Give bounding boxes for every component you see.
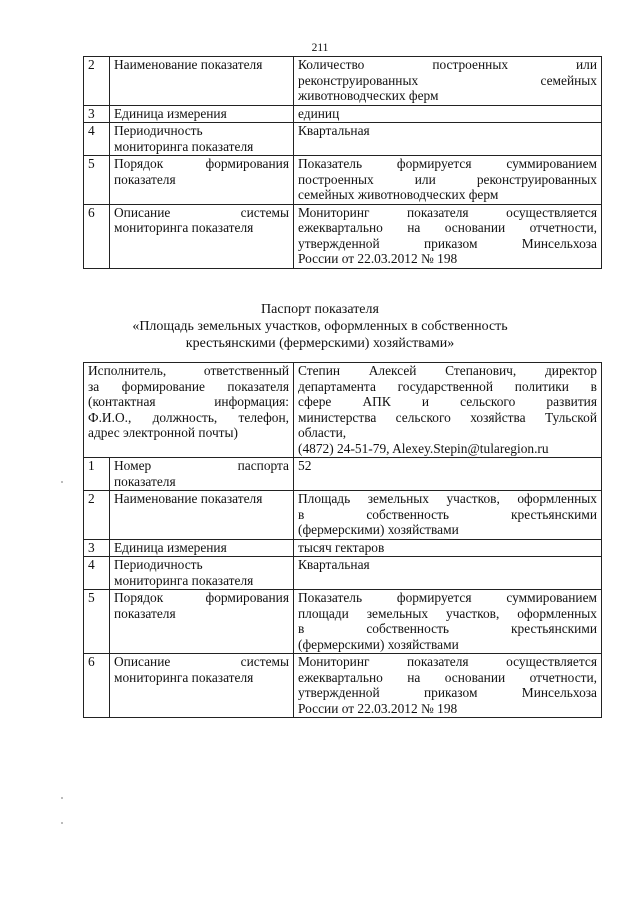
cell-line: Исполнитель, ответственный — [88, 363, 289, 378]
cell-line: Мониторинг показателя осуществляется — [298, 654, 597, 669]
cell-line: площади земельных участков, оформленных — [298, 605, 597, 621]
row-number: 2 — [84, 491, 110, 540]
cell-line: утвержденной приказом Минсельхоза — [298, 235, 597, 251]
cell-line: сфере АПК и сельского развития — [298, 394, 597, 409]
table-bottom-body — [84, 363, 602, 718]
cell-line: Степин Алексей Степанович, директор — [298, 363, 597, 378]
cell-line: области, — [298, 425, 347, 440]
row-label — [110, 557, 294, 590]
row-number: 3 — [84, 539, 110, 557]
scan-speck — [61, 822, 63, 824]
table-row — [84, 491, 602, 540]
cell-line: Квартальная — [298, 123, 370, 138]
cell-line: построенных или реконструированных — [298, 171, 597, 187]
cell-line: Единица измерения — [114, 539, 227, 555]
executor-label — [84, 363, 294, 458]
row-number: 5 — [84, 156, 110, 205]
table-row — [84, 57, 602, 106]
row-number: 3 — [84, 105, 110, 123]
row-value — [294, 539, 602, 557]
row-value — [294, 458, 602, 491]
cell-line: Номер паспорта — [114, 458, 289, 473]
row-label — [110, 654, 294, 718]
cell-line: тысяч гектаров — [298, 539, 385, 555]
row-value — [294, 204, 602, 268]
cell-line: утвержденной приказом Минсельхоза — [298, 685, 597, 700]
executor-row — [84, 363, 602, 458]
row-number: 5 — [84, 590, 110, 654]
row-number: 6 — [84, 204, 110, 268]
cell-line: ежеквартально на основании отчетности, — [298, 669, 597, 685]
cell-line: реконструированных семейных — [298, 72, 597, 88]
cell-line: мониторинга показателя — [114, 220, 254, 235]
cell-line: России от 22.03.2012 № 198 — [298, 251, 458, 266]
row-number: 1 — [84, 458, 110, 491]
table-row — [84, 156, 602, 205]
row-label — [110, 458, 294, 491]
cell-line: Описание системы — [114, 204, 289, 220]
cell-line: Порядок формирования — [114, 590, 289, 605]
executor-value — [294, 363, 602, 458]
row-number: 4 — [84, 557, 110, 590]
cell-line: Показатель формируется суммированием — [298, 590, 597, 605]
cell-line: Количество построенных или — [298, 57, 597, 72]
row-label — [110, 123, 294, 156]
passport-heading — [0, 301, 640, 352]
row-label — [110, 539, 294, 557]
cell-line: Периодичность — [114, 557, 203, 572]
cell-line: Порядок формирования — [114, 156, 289, 171]
cell-line: Мониторинг показателя осуществляется — [298, 204, 597, 220]
row-value — [294, 654, 602, 718]
cell-line: Единица измерения — [114, 105, 227, 121]
row-label — [110, 204, 294, 268]
cell-line: показателя — [114, 605, 176, 621]
cell-line: Ф.И.О., должность, телефон, — [88, 409, 289, 425]
cell-line: Описание системы — [114, 654, 289, 669]
row-label — [110, 105, 294, 123]
cell-line: 52 — [298, 458, 312, 473]
cell-line: в собственность крестьянскими — [298, 621, 597, 636]
table-row — [84, 654, 602, 718]
row-value — [294, 557, 602, 590]
row-value — [294, 590, 602, 654]
row-label — [110, 57, 294, 106]
cell-line: Наименование показателя — [114, 491, 263, 506]
cell-line: Площадь земельных участков, оформленных — [298, 491, 597, 506]
table-row — [84, 557, 602, 590]
row-number: 2 — [84, 57, 110, 106]
table-row — [84, 539, 602, 557]
cell-line: семейных животноводческих ферм — [298, 187, 499, 202]
passport-table — [83, 362, 602, 718]
row-value — [294, 57, 602, 106]
cell-line: адрес электронной почты) — [88, 425, 238, 440]
table-row — [84, 458, 602, 491]
table-row — [84, 105, 602, 123]
cell-line: министерства сельского хозяйства Тульской — [298, 409, 597, 425]
cell-line: (4872) 24-51-79, Alexey.Stepin@tularegion.ru — [298, 440, 549, 456]
passport-subtitle-line-2: крестьянскими (фермерскими) хозяйствами» — [185, 336, 455, 351]
cell-line: ежеквартально на основании отчетности, — [298, 220, 597, 235]
row-label — [110, 491, 294, 540]
scan-speck — [61, 797, 63, 799]
cell-line: единиц — [298, 105, 340, 121]
cell-line: за формирование показателя — [88, 378, 289, 394]
row-label — [110, 590, 294, 654]
cell-line: показателя — [114, 473, 176, 489]
row-value — [294, 123, 602, 156]
cell-line: в собственность крестьянскими — [298, 506, 597, 522]
cell-line: (фермерскими) хозяйствами — [298, 636, 459, 652]
cell-line: мониторинга показателя — [114, 138, 254, 154]
passport-title: Паспорт показателя — [261, 302, 379, 317]
row-value — [294, 105, 602, 123]
table-row — [84, 590, 602, 654]
row-number: 4 — [84, 123, 110, 156]
cell-line: Квартальная — [298, 557, 370, 572]
cell-line: мониторинга показателя — [114, 572, 254, 588]
table-row — [84, 123, 602, 156]
cell-line: Наименование показателя — [114, 57, 263, 72]
cell-line: животноводческих ферм — [298, 88, 439, 103]
row-value — [294, 491, 602, 540]
cell-line: Периодичность — [114, 123, 203, 138]
row-label — [110, 156, 294, 205]
row-number: 6 — [84, 654, 110, 718]
page-number: 211 — [311, 42, 329, 54]
cell-line: Показатель формируется суммированием — [298, 156, 597, 171]
cell-line: России от 22.03.2012 № 198 — [298, 700, 458, 716]
cell-line: мониторинга показателя — [114, 669, 254, 685]
indicator-table-continued — [83, 56, 602, 269]
passport-subtitle-line-1: «Площадь земельных участков, оформленных в собственность — [132, 319, 508, 334]
table-top-body — [84, 57, 602, 269]
table-row — [84, 204, 602, 268]
cell-line: департамента государственной политики в — [298, 378, 597, 394]
cell-line: показателя — [114, 171, 176, 187]
scan-speck — [61, 481, 63, 483]
cell-line: (контактная информация: — [88, 394, 289, 409]
row-value — [294, 156, 602, 205]
cell-line: (фермерскими) хозяйствами — [298, 522, 459, 537]
